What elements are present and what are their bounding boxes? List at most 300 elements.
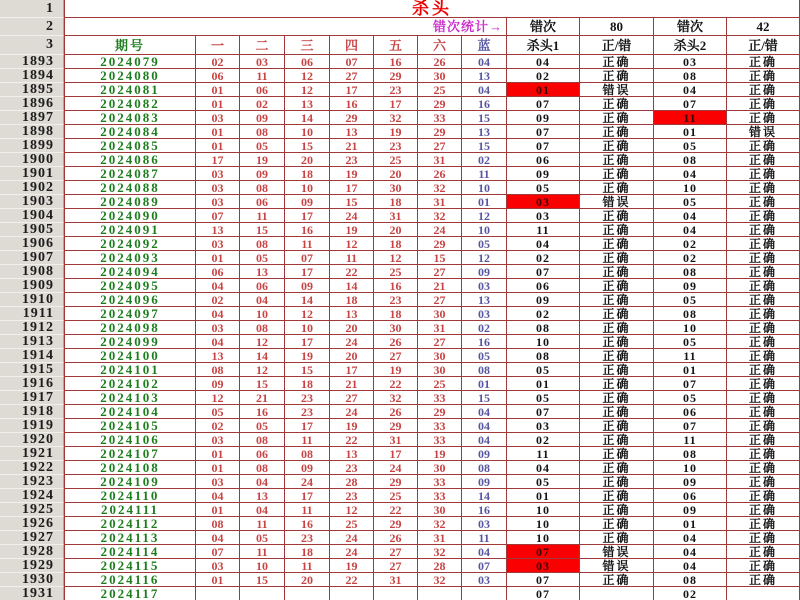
result2-cell[interactable]: 正确 [727, 209, 800, 223]
ball-5-cell[interactable]: 26 [374, 335, 418, 349]
ball-4-cell[interactable]: 29 [330, 111, 374, 125]
ball-2-cell[interactable]: 04 [240, 503, 285, 517]
row-number[interactable]: 1895 [0, 83, 64, 97]
blue-ball-cell[interactable]: 09 [462, 447, 507, 461]
row-number[interactable]: 1930 [0, 573, 64, 587]
ball-6-cell[interactable]: 32 [418, 181, 462, 195]
ball-6-cell[interactable]: 25 [418, 83, 462, 97]
result1-cell[interactable]: 正确 [580, 307, 654, 321]
blue-ball-cell[interactable]: 09 [462, 475, 507, 489]
ball-5-cell[interactable]: 23 [374, 293, 418, 307]
kill2-cell[interactable]: 04 [654, 223, 727, 237]
period-cell[interactable]: 2024085 [64, 139, 196, 153]
period-cell[interactable]: 2024097 [64, 307, 196, 321]
ball-4-cell[interactable]: 28 [330, 475, 374, 489]
result2-cell[interactable]: 正确 [727, 265, 800, 279]
ball-2-cell[interactable]: 06 [240, 83, 285, 97]
ball-2-cell[interactable]: 09 [240, 167, 285, 181]
ball-1-cell[interactable]: 01 [196, 447, 240, 461]
result2-cell[interactable]: 正确 [727, 307, 800, 321]
ball-4-cell[interactable]: 22 [330, 433, 374, 447]
result1-cell[interactable]: 正确 [580, 517, 654, 531]
kill2-cell[interactable]: 04 [654, 545, 727, 559]
ball-1-cell[interactable]: 04 [196, 279, 240, 293]
ball-5-cell[interactable]: 25 [374, 489, 418, 503]
period-cell[interactable]: 2024101 [64, 363, 196, 377]
ball-2-cell[interactable]: 06 [240, 195, 285, 209]
kill2-cell[interactable]: 02 [654, 587, 727, 600]
row-number[interactable]: 1898 [0, 125, 64, 139]
result2-cell[interactable]: 正确 [727, 237, 800, 251]
ball-3-cell[interactable]: 10 [285, 181, 330, 195]
ball-5-cell[interactable]: 20 [374, 223, 418, 237]
ball-6-cell[interactable]: 28 [418, 559, 462, 573]
row-number[interactable]: 1925 [0, 503, 64, 517]
ball-2-cell[interactable]: 06 [240, 447, 285, 461]
ball-3-cell[interactable]: 14 [285, 293, 330, 307]
kill1-cell[interactable]: 10 [507, 517, 580, 531]
result1-cell[interactable]: 错误 [580, 195, 654, 209]
kill1-cell[interactable]: 07 [507, 545, 580, 559]
result1-cell[interactable]: 正确 [580, 321, 654, 335]
ball-1-cell[interactable]: 03 [196, 181, 240, 195]
kill1-cell[interactable]: 01 [507, 489, 580, 503]
ball-6-cell[interactable]: 27 [418, 139, 462, 153]
kill1-cell[interactable]: 04 [507, 55, 580, 69]
row-number[interactable]: 1921 [0, 447, 64, 461]
ball-6-cell[interactable]: 33 [418, 111, 462, 125]
result2-cell[interactable]: 正确 [727, 377, 800, 391]
ball-1-cell[interactable]: 03 [196, 433, 240, 447]
ball-4-cell[interactable]: 22 [330, 265, 374, 279]
kill2-cell[interactable]: 09 [654, 279, 727, 293]
blue-ball-cell[interactable]: 05 [462, 237, 507, 251]
ball-5-cell[interactable]: 31 [374, 433, 418, 447]
ball-6-cell[interactable]: 30 [418, 461, 462, 475]
ball-5-cell[interactable]: 18 [374, 237, 418, 251]
ball-2-cell[interactable]: 10 [240, 559, 285, 573]
ball-2-cell[interactable]: 02 [240, 97, 285, 111]
ball-4-cell[interactable]: 19 [330, 419, 374, 433]
result2-cell[interactable]: 正确 [727, 349, 800, 363]
period-cell[interactable]: 2024093 [64, 251, 196, 265]
kill2-cell[interactable]: 06 [654, 489, 727, 503]
period-cell[interactable]: 2024088 [64, 181, 196, 195]
result2-cell[interactable]: 正确 [727, 279, 800, 293]
ball-6-cell[interactable]: 29 [418, 125, 462, 139]
kill2-cell[interactable]: 01 [654, 363, 727, 377]
period-cell[interactable]: 2024116 [64, 573, 196, 587]
kill2-cell[interactable]: 04 [654, 167, 727, 181]
kill1-cell[interactable]: 07 [507, 125, 580, 139]
ball-2-cell[interactable]: 14 [240, 349, 285, 363]
ball-6-cell[interactable]: 33 [418, 475, 462, 489]
ball-1-cell[interactable]: 01 [196, 251, 240, 265]
result1-cell[interactable]: 正确 [580, 461, 654, 475]
result2-cell[interactable]: 正确 [727, 97, 800, 111]
ball-6-cell[interactable]: 33 [418, 391, 462, 405]
ball-4-cell[interactable]: 18 [330, 293, 374, 307]
ball-6-cell[interactable]: 25 [418, 377, 462, 391]
result1-cell[interactable]: 正确 [580, 489, 654, 503]
ball-3-cell[interactable]: 11 [285, 503, 330, 517]
ball-3-cell[interactable]: 11 [285, 237, 330, 251]
kill1-cell[interactable]: 03 [507, 209, 580, 223]
ball-4-cell[interactable]: 17 [330, 363, 374, 377]
ball-3-cell[interactable]: 11 [285, 433, 330, 447]
ball-5-cell[interactable]: 26 [374, 405, 418, 419]
result1-cell[interactable]: 正确 [580, 377, 654, 391]
col-header-ball4[interactable]: 四 [330, 36, 374, 55]
ball-6-cell[interactable]: 32 [418, 517, 462, 531]
row-number[interactable]: 1914 [0, 349, 64, 363]
ball-4-cell[interactable]: 20 [330, 349, 374, 363]
kill2-cell[interactable]: 07 [654, 97, 727, 111]
row-number[interactable]: 1906 [0, 237, 64, 251]
blue-ball-cell[interactable]: 12 [462, 251, 507, 265]
ball-1-cell[interactable]: 01 [196, 83, 240, 97]
row-number[interactable]: 1910 [0, 293, 64, 307]
kill1-cell[interactable]: 05 [507, 363, 580, 377]
ball-2-cell[interactable]: 13 [240, 265, 285, 279]
ball-5-cell[interactable]: 18 [374, 307, 418, 321]
ball-6-cell[interactable]: 31 [418, 195, 462, 209]
result1-cell[interactable]: 正确 [580, 391, 654, 405]
result1-cell[interactable]: 正确 [580, 111, 654, 125]
ball-1-cell[interactable]: 08 [196, 363, 240, 377]
col-header-ball2[interactable]: 二 [240, 36, 285, 55]
ball-3-cell[interactable]: 23 [285, 391, 330, 405]
blue-ball-cell[interactable]: 15 [462, 139, 507, 153]
ball-3-cell[interactable]: 08 [285, 447, 330, 461]
ball-5-cell[interactable]: 17 [374, 447, 418, 461]
ball-1-cell[interactable] [196, 587, 240, 600]
ball-1-cell[interactable]: 01 [196, 139, 240, 153]
ball-3-cell[interactable]: 17 [285, 419, 330, 433]
kill2-cell[interactable]: 03 [654, 55, 727, 69]
result1-cell[interactable]: 正确 [580, 405, 654, 419]
result1-cell[interactable]: 正确 [580, 363, 654, 377]
period-cell[interactable]: 2024108 [64, 461, 196, 475]
ball-1-cell[interactable]: 07 [196, 545, 240, 559]
row-number[interactable]: 1922 [0, 461, 64, 475]
result2-cell[interactable]: 正确 [727, 167, 800, 181]
kill2-cell[interactable]: 08 [654, 573, 727, 587]
ball-6-cell[interactable]: 30 [418, 69, 462, 83]
row-number[interactable]: 1928 [0, 545, 64, 559]
row-number[interactable]: 1894 [0, 69, 64, 83]
result1-cell[interactable]: 正确 [580, 167, 654, 181]
kill1-cell[interactable]: 09 [507, 293, 580, 307]
result1-cell[interactable]: 正确 [580, 97, 654, 111]
ball-5-cell[interactable]: 29 [374, 475, 418, 489]
period-cell[interactable]: 2024091 [64, 223, 196, 237]
kill2-cell[interactable]: 04 [654, 83, 727, 97]
blue-ball-cell[interactable]: 16 [462, 503, 507, 517]
kill2-cell[interactable]: 02 [654, 251, 727, 265]
row-number[interactable]: 1915 [0, 363, 64, 377]
kill2-cell[interactable]: 10 [654, 461, 727, 475]
ball-1-cell[interactable]: 04 [196, 307, 240, 321]
ball-6-cell[interactable]: 26 [418, 167, 462, 181]
row-number[interactable]: 1907 [0, 251, 64, 265]
result1-cell[interactable]: 正确 [580, 265, 654, 279]
kill2-cell[interactable]: 10 [654, 181, 727, 195]
row-number[interactable]: 1912 [0, 321, 64, 335]
stats-label-cell[interactable] [64, 18, 507, 36]
period-cell[interactable]: 2024107 [64, 447, 196, 461]
blue-ball-cell[interactable]: 10 [462, 223, 507, 237]
ball-3-cell[interactable]: 18 [285, 167, 330, 181]
row-number[interactable]: 1913 [0, 335, 64, 349]
result1-cell[interactable]: 正确 [580, 237, 654, 251]
kill2-cell[interactable]: 11 [654, 111, 727, 125]
period-cell[interactable]: 2024084 [64, 125, 196, 139]
row-number[interactable]: 1927 [0, 531, 64, 545]
period-cell[interactable]: 2024092 [64, 237, 196, 251]
ball-2-cell[interactable]: 15 [240, 573, 285, 587]
kill2-cell[interactable]: 07 [654, 419, 727, 433]
kill1-cell[interactable]: 07 [507, 265, 580, 279]
ball-1-cell[interactable]: 04 [196, 489, 240, 503]
blue-ball-cell[interactable]: 12 [462, 209, 507, 223]
row-number[interactable]: 1917 [0, 391, 64, 405]
row-number[interactable]: 1900 [0, 153, 64, 167]
kill1-cell[interactable]: 07 [507, 97, 580, 111]
row-number[interactable]: 1905 [0, 223, 64, 237]
ball-5-cell[interactable]: 29 [374, 69, 418, 83]
ball-3-cell[interactable]: 17 [285, 335, 330, 349]
result1-cell[interactable]: 正确 [580, 125, 654, 139]
ball-1-cell[interactable]: 03 [196, 321, 240, 335]
result1-cell[interactable]: 正确 [580, 139, 654, 153]
blue-ball-cell[interactable]: 02 [462, 321, 507, 335]
kill1-cell[interactable]: 04 [507, 461, 580, 475]
period-cell[interactable]: 2024099 [64, 335, 196, 349]
ball-3-cell[interactable]: 09 [285, 461, 330, 475]
ball-2-cell[interactable]: 11 [240, 209, 285, 223]
row-number[interactable]: 1904 [0, 209, 64, 223]
result2-cell[interactable]: 正确 [727, 447, 800, 461]
ball-4-cell[interactable]: 12 [330, 237, 374, 251]
col-header-ball3[interactable]: 三 [285, 36, 330, 55]
result2-cell[interactable]: 正确 [727, 363, 800, 377]
ball-4-cell[interactable]: 25 [330, 517, 374, 531]
kill1-cell[interactable]: 07 [507, 573, 580, 587]
ball-5-cell[interactable]: 31 [374, 573, 418, 587]
result1-cell[interactable]: 正确 [580, 531, 654, 545]
period-cell[interactable]: 2024105 [64, 419, 196, 433]
ball-2-cell[interactable]: 05 [240, 251, 285, 265]
ball-3-cell[interactable]: 14 [285, 111, 330, 125]
ball-4-cell[interactable]: 19 [330, 559, 374, 573]
ball-5-cell[interactable]: 12 [374, 251, 418, 265]
ball-4-cell[interactable]: 27 [330, 69, 374, 83]
ball-1-cell[interactable]: 03 [196, 237, 240, 251]
period-cell[interactable]: 2024080 [64, 69, 196, 83]
ball-2-cell[interactable]: 19 [240, 153, 285, 167]
ball-4-cell[interactable]: 19 [330, 223, 374, 237]
period-cell[interactable]: 2024082 [64, 97, 196, 111]
ball-2-cell[interactable]: 08 [240, 461, 285, 475]
result1-cell[interactable]: 正确 [580, 153, 654, 167]
kill2-cell[interactable]: 08 [654, 69, 727, 83]
row-number[interactable]: 1897 [0, 111, 64, 125]
ball-1-cell[interactable]: 04 [196, 335, 240, 349]
ball-5-cell[interactable]: 24 [374, 461, 418, 475]
row-number[interactable]: 1903 [0, 195, 64, 209]
ball-6-cell[interactable]: 33 [418, 433, 462, 447]
ball-6-cell[interactable]: 21 [418, 279, 462, 293]
blue-ball-cell[interactable]: 07 [462, 559, 507, 573]
kill2-cell[interactable]: 09 [654, 503, 727, 517]
ball-3-cell[interactable]: 18 [285, 545, 330, 559]
ball-5-cell[interactable]: 16 [374, 279, 418, 293]
ball-6-cell[interactable]: 31 [418, 531, 462, 545]
period-cell[interactable]: 2024083 [64, 111, 196, 125]
ball-2-cell[interactable]: 05 [240, 531, 285, 545]
ball-4-cell[interactable]: 23 [330, 489, 374, 503]
kill2-cell[interactable]: 05 [654, 195, 727, 209]
result2-cell[interactable]: 正确 [727, 405, 800, 419]
ball-4-cell[interactable]: 13 [330, 307, 374, 321]
ball-6-cell[interactable]: 19 [418, 447, 462, 461]
row-number[interactable]: 1909 [0, 279, 64, 293]
ball-1-cell[interactable]: 01 [196, 125, 240, 139]
ball-2-cell[interactable]: 04 [240, 293, 285, 307]
ball-1-cell[interactable]: 05 [196, 405, 240, 419]
ball-1-cell[interactable]: 17 [196, 153, 240, 167]
col-header-ball5[interactable]: 五 [374, 36, 418, 55]
ball-6-cell[interactable]: 30 [418, 363, 462, 377]
result1-cell[interactable]: 正确 [580, 69, 654, 83]
kill1-cell[interactable]: 03 [507, 419, 580, 433]
kill2-cell[interactable]: 08 [654, 307, 727, 321]
result1-cell[interactable]: 正确 [580, 251, 654, 265]
ball-5-cell[interactable]: 30 [374, 321, 418, 335]
blue-ball-cell[interactable]: 03 [462, 517, 507, 531]
kill1-cell[interactable]: 01 [507, 83, 580, 97]
ball-5-cell[interactable]: 17 [374, 97, 418, 111]
kill1-cell[interactable]: 11 [507, 447, 580, 461]
blue-ball-cell[interactable]: 16 [462, 335, 507, 349]
ball-3-cell[interactable]: 23 [285, 405, 330, 419]
ball-1-cell[interactable]: 12 [196, 391, 240, 405]
ball-6-cell[interactable]: 32 [418, 209, 462, 223]
ball-1-cell[interactable]: 01 [196, 97, 240, 111]
ball-5-cell[interactable]: 18 [374, 195, 418, 209]
ball-5-cell[interactable]: 32 [374, 391, 418, 405]
result2-cell[interactable]: 正确 [727, 517, 800, 531]
kill1-cell[interactable]: 02 [507, 307, 580, 321]
row-number[interactable]: 1918 [0, 405, 64, 419]
blue-ball-cell[interactable]: 11 [462, 167, 507, 181]
kill2-cell[interactable]: 04 [654, 559, 727, 573]
result1-cell[interactable]: 正确 [580, 279, 654, 293]
blue-ball-cell[interactable]: 04 [462, 405, 507, 419]
kill2-cell[interactable]: 05 [654, 391, 727, 405]
col-header-result2[interactable]: 正/错 [727, 36, 800, 55]
ball-1-cell[interactable]: 03 [196, 195, 240, 209]
result2-cell[interactable]: 正确 [727, 321, 800, 335]
result1-cell[interactable]: 正确 [580, 223, 654, 237]
ball-6-cell[interactable]: 30 [418, 503, 462, 517]
ball-2-cell[interactable] [240, 587, 285, 600]
kill1-cell[interactable]: 10 [507, 335, 580, 349]
row-number[interactable]: 1920 [0, 433, 64, 447]
result2-cell[interactable]: 正确 [727, 223, 800, 237]
result1-cell[interactable]: 正确 [580, 293, 654, 307]
blue-ball-cell[interactable]: 02 [462, 153, 507, 167]
period-cell[interactable]: 2024115 [64, 559, 196, 573]
col-header-kill1[interactable]: 杀头1 [507, 36, 580, 55]
ball-4-cell[interactable]: 07 [330, 55, 374, 69]
col-header-ball6[interactable]: 六 [418, 36, 462, 55]
ball-5-cell[interactable]: 27 [374, 545, 418, 559]
result1-cell[interactable]: 正确 [580, 475, 654, 489]
kill1-cell[interactable]: 08 [507, 321, 580, 335]
result2-cell[interactable]: 正确 [727, 419, 800, 433]
period-cell[interactable]: 2024112 [64, 517, 196, 531]
error-count-label-1[interactable]: 错次 [507, 18, 580, 36]
period-cell[interactable]: 2024095 [64, 279, 196, 293]
ball-4-cell[interactable]: 24 [330, 335, 374, 349]
ball-3-cell[interactable]: 17 [285, 265, 330, 279]
ball-2-cell[interactable]: 15 [240, 377, 285, 391]
row-number[interactable]: 1899 [0, 139, 64, 153]
ball-5-cell[interactable]: 23 [374, 139, 418, 153]
ball-2-cell[interactable]: 03 [240, 55, 285, 69]
period-cell[interactable]: 2024096 [64, 293, 196, 307]
blue-ball-cell[interactable]: 11 [462, 531, 507, 545]
row-number[interactable]: 1926 [0, 517, 64, 531]
kill2-cell[interactable]: 08 [654, 447, 727, 461]
ball-1-cell[interactable]: 08 [196, 517, 240, 531]
kill2-cell[interactable]: 11 [654, 349, 727, 363]
error-count-label-2[interactable]: 错次 [654, 18, 727, 36]
ball-3-cell[interactable]: 06 [285, 55, 330, 69]
blue-ball-cell[interactable]: 13 [462, 125, 507, 139]
kill1-cell[interactable]: 06 [507, 279, 580, 293]
period-cell[interactable]: 2024114 [64, 545, 196, 559]
blue-ball-cell[interactable]: 08 [462, 363, 507, 377]
ball-2-cell[interactable]: 09 [240, 111, 285, 125]
kill2-cell[interactable]: 01 [654, 517, 727, 531]
ball-2-cell[interactable]: 16 [240, 405, 285, 419]
ball-3-cell[interactable]: 17 [285, 489, 330, 503]
ball-5-cell[interactable]: 30 [374, 181, 418, 195]
blue-ball-cell[interactable]: 13 [462, 293, 507, 307]
ball-5-cell[interactable]: 32 [374, 111, 418, 125]
ball-6-cell[interactable]: 29 [418, 405, 462, 419]
result1-cell[interactable]: 正确 [580, 55, 654, 69]
row-number[interactable]: 1911 [0, 307, 64, 321]
ball-6-cell[interactable]: 29 [418, 97, 462, 111]
period-cell[interactable]: 2024103 [64, 391, 196, 405]
kill2-cell[interactable]: 05 [654, 335, 727, 349]
ball-6-cell[interactable]: 15 [418, 251, 462, 265]
kill1-cell[interactable]: 06 [507, 153, 580, 167]
ball-2-cell[interactable]: 11 [240, 517, 285, 531]
kill1-cell[interactable]: 10 [507, 531, 580, 545]
row-number[interactable]: 1924 [0, 489, 64, 503]
result1-cell[interactable]: 正确 [580, 433, 654, 447]
ball-6-cell[interactable] [418, 587, 462, 600]
ball-4-cell[interactable]: 15 [330, 195, 374, 209]
result1-cell[interactable]: 正确 [580, 209, 654, 223]
ball-5-cell[interactable]: 23 [374, 83, 418, 97]
period-cell[interactable]: 2024106 [64, 433, 196, 447]
